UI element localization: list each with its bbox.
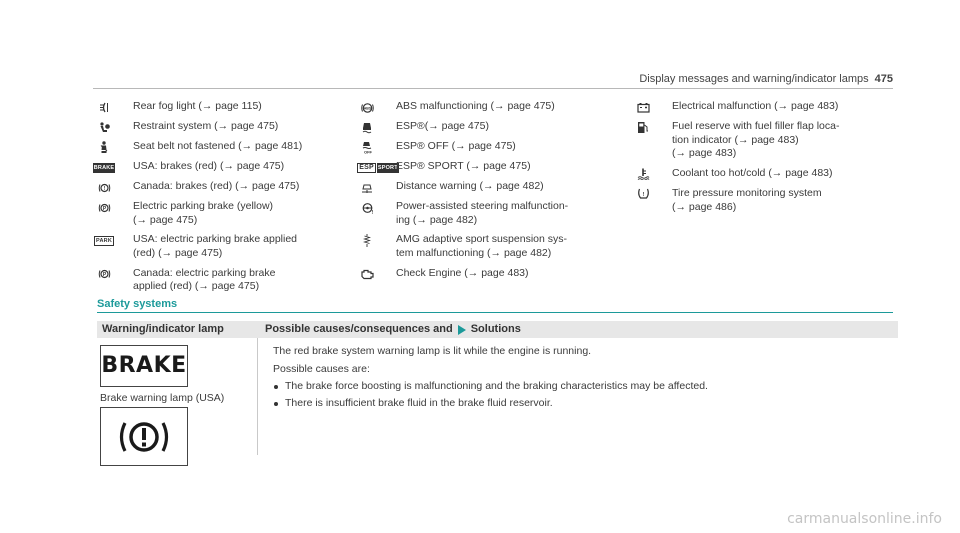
indicator-item [636, 100, 896, 114]
indicator-label: Distance warning (→ page 482) [396, 180, 544, 192]
indicator-label: Electrical malfunction (→ page 483) [672, 100, 839, 112]
indicator-label: Canada: electric parking brake applied (red) (→ page 475) [133, 266, 276, 293]
header-title: Display messages and warning/indicator lamps [639, 73, 869, 85]
indicator-item [360, 233, 622, 260]
indicator-label: ESP® OFF (→ page 475) [396, 140, 516, 152]
brake-text-badge: BRAKE [93, 164, 115, 171]
causes-label: Possible causes/consequences and [265, 323, 453, 336]
column-header-causes [260, 321, 898, 338]
sport-badge: SPORT [377, 164, 398, 171]
solutions-label: Solutions [470, 323, 521, 336]
suspension-icon [360, 234, 374, 247]
indicator-item [360, 120, 622, 134]
park-text-icon [97, 234, 111, 247]
indicator-label: USA: brakes (red) (→ page 475) [133, 160, 285, 172]
indicator-item [360, 140, 622, 154]
brake-text-icon [93, 161, 115, 174]
causes-intro: The red brake system warning lamp is lit while the engine is running. [273, 345, 592, 357]
distance-warning-icon [360, 181, 374, 194]
parking-brake-icon [97, 268, 111, 281]
page-number: 475 [874, 73, 893, 85]
indicator-column-2 [360, 100, 622, 287]
indicator-item [97, 120, 347, 134]
coolant-icon [636, 168, 650, 181]
indicator-item [97, 267, 347, 294]
brake-circle-lamp-icon [100, 407, 188, 466]
indicator-item [636, 187, 896, 214]
parking-brake-icon [97, 201, 111, 214]
steering-malfunction-icon [360, 201, 374, 214]
brake-warning-lamp-icon [100, 345, 188, 387]
brake-lamp-text: BRAKE [101, 352, 187, 378]
abs-icon [360, 101, 374, 114]
indicator-item [97, 100, 347, 114]
indicator-label: Rear fog light (→ page 115) [133, 100, 262, 112]
svg-text:!: ! [371, 209, 373, 214]
indicator-label: Restraint system (→ page 475) [133, 120, 279, 132]
check-engine-icon [360, 268, 374, 281]
indicator-item [93, 160, 347, 174]
list-item: The brake force boosting is malfunctioning and the braking characteristics may be affected. [273, 380, 883, 394]
indicator-item [360, 180, 622, 194]
causes-possible: Possible causes are: [273, 362, 370, 375]
causes-list [273, 380, 883, 410]
indicator-label: ESP® SPORT (→ page 475) [396, 160, 531, 172]
indicator-column-1 [93, 100, 347, 300]
indicator-label: Electric parking brake (yellow) (→ page 475) [133, 200, 274, 226]
tire-pressure-icon [636, 188, 650, 201]
lamp-caption: Brake warning lamp (USA) [100, 392, 225, 404]
column-header-lamp: Warning/indicator lamp [97, 321, 260, 338]
section-divider [97, 312, 893, 313]
arrow-right-icon [458, 325, 466, 335]
restraint-system-icon [97, 121, 111, 134]
svg-text:P: P [102, 272, 106, 279]
seat-belt-icon [97, 141, 111, 154]
indicator-item [360, 267, 622, 281]
indicator-label: Tire pressure monitoring system (→ page 486) [672, 186, 822, 213]
indicator-label: Power-assisted steering malfunction- ing (→ page 482) [396, 200, 569, 226]
fuel-icon [636, 121, 650, 134]
safety-table [97, 321, 893, 455]
section-title: Safety systems [97, 298, 178, 310]
svg-text:P: P [102, 205, 106, 212]
esp-badge: ESP [359, 163, 374, 171]
watermark: carmanualsonline.info [787, 511, 942, 527]
indicator-column-3 [636, 100, 896, 220]
esp-icon [360, 121, 374, 134]
indicator-label: Check Engine (→ page 483) [396, 266, 529, 279]
indicator-item [360, 100, 622, 114]
indicator-item [97, 233, 347, 260]
indicator-item [97, 200, 347, 227]
header-divider [93, 88, 893, 89]
indicator-item [360, 160, 622, 174]
indicator-label: ESP®(→ page 475) [396, 120, 489, 132]
indicator-label: Fuel reserve with fuel filler flap loca- tion indicator (→ page 483) (→ page 483) [672, 120, 840, 160]
running-header [639, 72, 893, 86]
indicator-label: Canada: brakes (red) (→ page 475) [133, 180, 300, 192]
svg-text:!: ! [642, 192, 644, 199]
svg-text:ABS: ABS [363, 106, 371, 111]
indicator-label: AMG adaptive sport suspension sys- tem malfunctioning (→ page 482) [396, 233, 567, 259]
indicator-item [97, 180, 347, 194]
battery-icon [636, 101, 650, 114]
indicator-item [636, 120, 896, 161]
indicator-label: Coolant too hot/cold (→ page 483) [672, 166, 833, 179]
brake-circle-icon [97, 181, 111, 194]
svg-text:!: ! [103, 185, 105, 192]
indicator-item [636, 167, 896, 181]
park-text-badge: PARK [96, 237, 112, 244]
indicator-item [97, 140, 347, 154]
indicator-label: USA: electric parking brake applied (red) (→ page 475) [133, 233, 298, 259]
indicator-label: Seat belt not fastened (→ page 481) [133, 140, 303, 152]
list-item: There is insufficient brake fluid in the brake fluid reservoir. [273, 397, 883, 411]
causes-cell [273, 345, 883, 414]
column-divider [257, 338, 258, 455]
svg-text:OFF: OFF [364, 149, 372, 154]
esp-off-icon [360, 141, 374, 154]
indicator-item [360, 200, 622, 227]
indicator-label: ABS malfunctioning (→ page 475) [396, 100, 555, 112]
esp-sport-icon [358, 161, 398, 174]
rear-fog-light-icon [97, 101, 111, 114]
